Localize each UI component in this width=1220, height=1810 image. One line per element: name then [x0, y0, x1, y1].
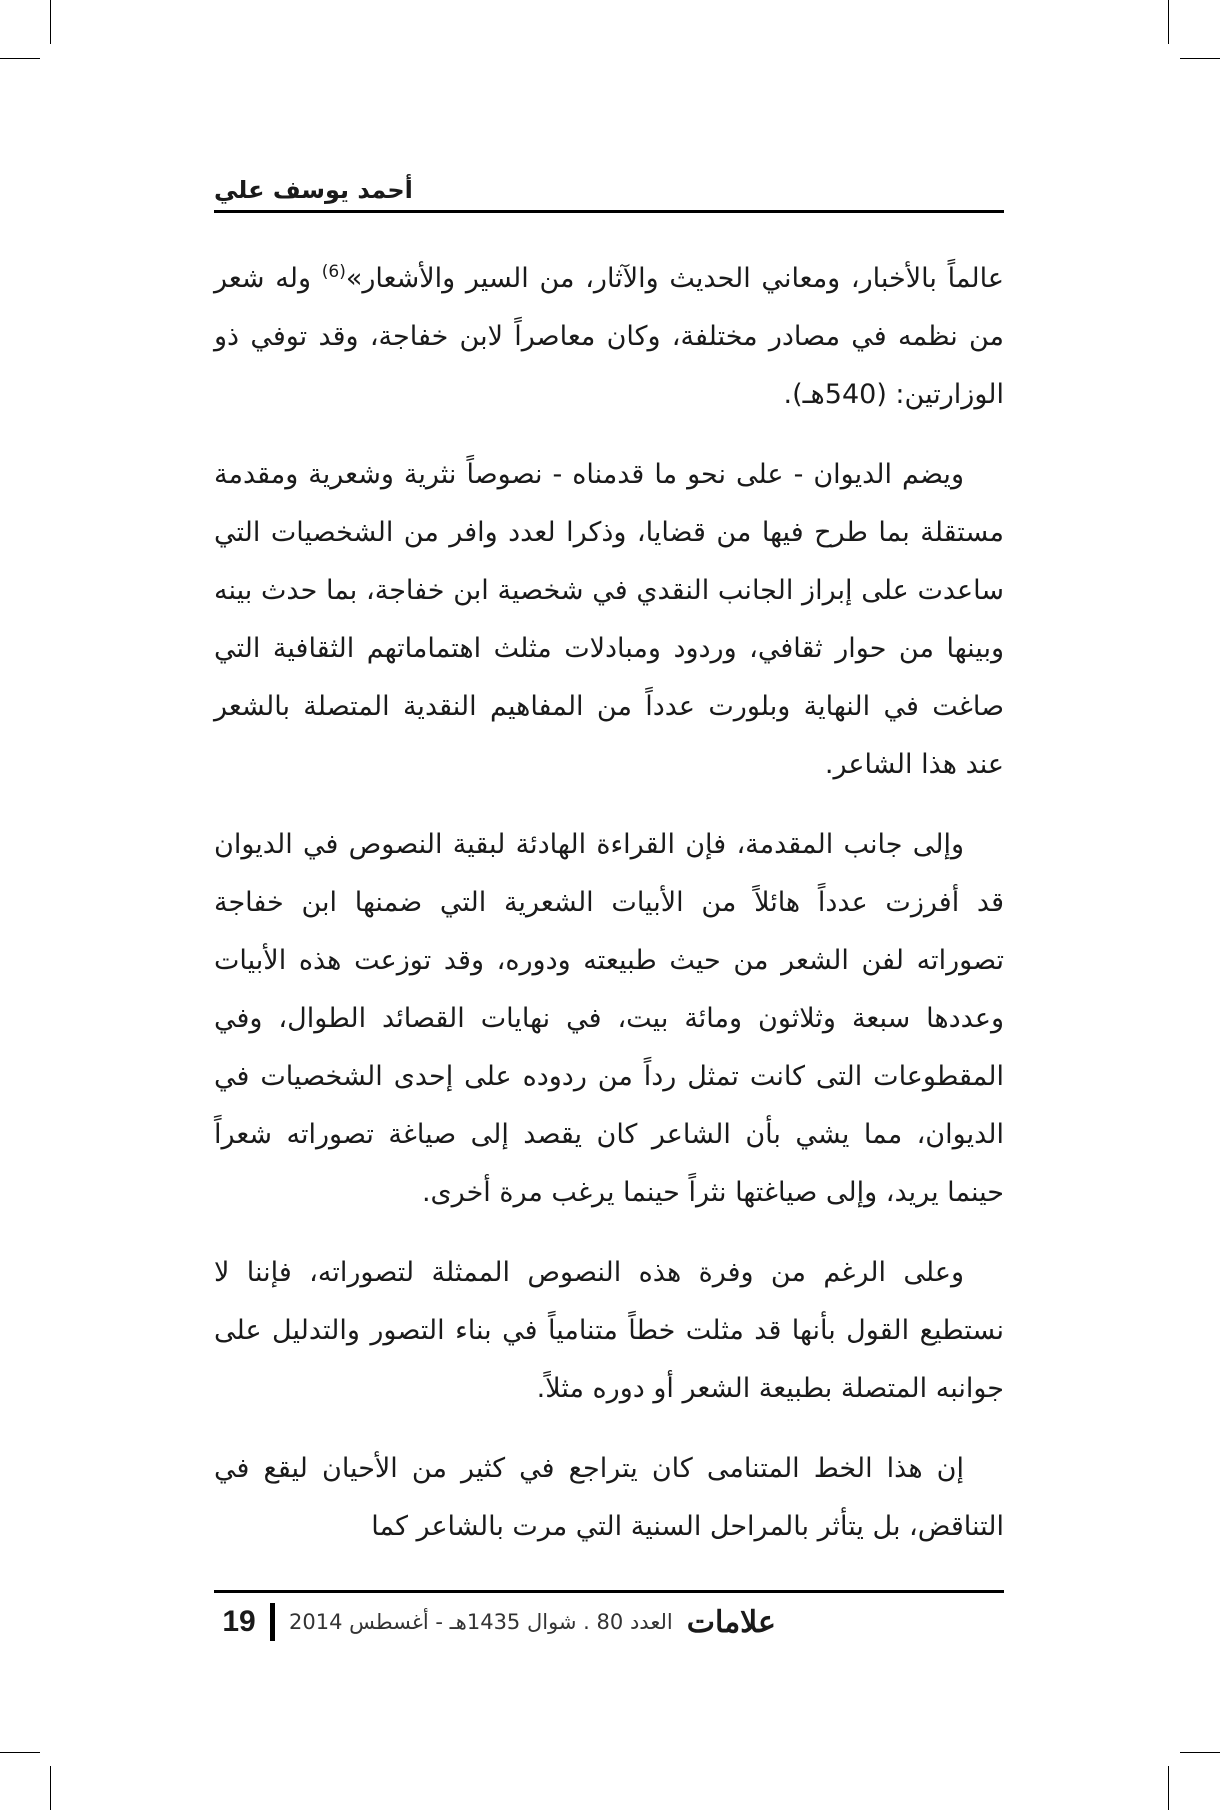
crop-mark [1168, 0, 1169, 44]
running-header-author: أحمد يوسف علي [214, 176, 413, 204]
issue-info: العدد 80 . شوال 1435هـ - أغسطس 2014 [289, 1610, 673, 1634]
crop-mark [0, 58, 40, 59]
paragraph: وعلى الرغم من وفرة هذه النصوص الممثلة لتصوراته، فإننا لا نستطيع القول بأنها قد مثلت خطاً متنامياً في بناء التصور والتدليل على جوانبه المتصلة بطبيعة الشعر أو دوره مثلاً. [214, 1257, 1004, 1404]
article-body [214, 250, 1004, 1578]
crop-mark [50, 0, 51, 44]
paragraph: وإلى جانب المقدمة، فإن القراءة الهادئة لبقية النصوص في الديوان قد أفرزت عدداً هائلاً من الأبيات الشعرية التي ضمنها ابن خفاجة تصوراته لفن الشعر من حيث طبيعته ودوره، وقد توزعت هذه الأبيات وعددها سبعة وثلاثون ومائة بيت، في نهايات القصائد الطوال، وفي المقطوعات التى كانت تمثل رداً من ردوده على إحدى الشخصيات في الديوان، مما يشي بأن الشاعر كان يقصد إلى صياغة تصوراته شعراً حينما يريد، وإلى صياغتها نثراً حينما يرغب مرة أخرى. [214, 829, 1004, 1208]
paragraph-text: وله شعر من نظمه في مصادر مختلفة، وكان معاصراً لابن خفاجة، وقد توفي ذو الوزارتين: (540هـ). [214, 263, 1004, 410]
footer-separator [270, 1603, 275, 1641]
journal-logo: علامات [686, 1604, 776, 1640]
header-rule [214, 210, 1004, 213]
paragraph: ويضم الديوان - على نحو ما قدمناه - نصوصاً نثرية وشعرية ومقدمة مستقلة بما طرح فيها من قضايا، وذكرا لعدد وافر من الشخصيات التي ساعدت على إبراز الجانب النقدي في شخصية ابن خفاجة، بما حدث بينه وبينها من حوار ثقافي، وردود ومبادلات مثلث اهتماماتهم الثقافية التي صاغت في النهاية وبلورت عدداً من المفاهيم النقدية المتصلة بالشعر عند هذا الشاعر. [214, 459, 1004, 780]
paragraph [214, 250, 1004, 424]
footer-rule [214, 1590, 1004, 1593]
page-footer [214, 1600, 834, 1644]
paragraph-text: عالماً بالأخبار، ومعاني الحديث والآثار، من السير والأشعار» [345, 263, 1004, 294]
crop-mark [1180, 58, 1220, 59]
crop-mark [1168, 1766, 1169, 1810]
footnote-reference[interactable]: (6) [321, 262, 346, 282]
crop-mark [1180, 1752, 1220, 1753]
page-number: 19 [222, 1605, 256, 1638]
paragraph: إن هذا الخط المتنامى كان يتراجع في كثير من الأحيان ليقع في التناقض، بل يتأثر بالمراحل السنية التي مرت بالشاعر كما [214, 1453, 1004, 1542]
crop-mark [0, 1752, 40, 1753]
crop-mark [50, 1766, 51, 1810]
